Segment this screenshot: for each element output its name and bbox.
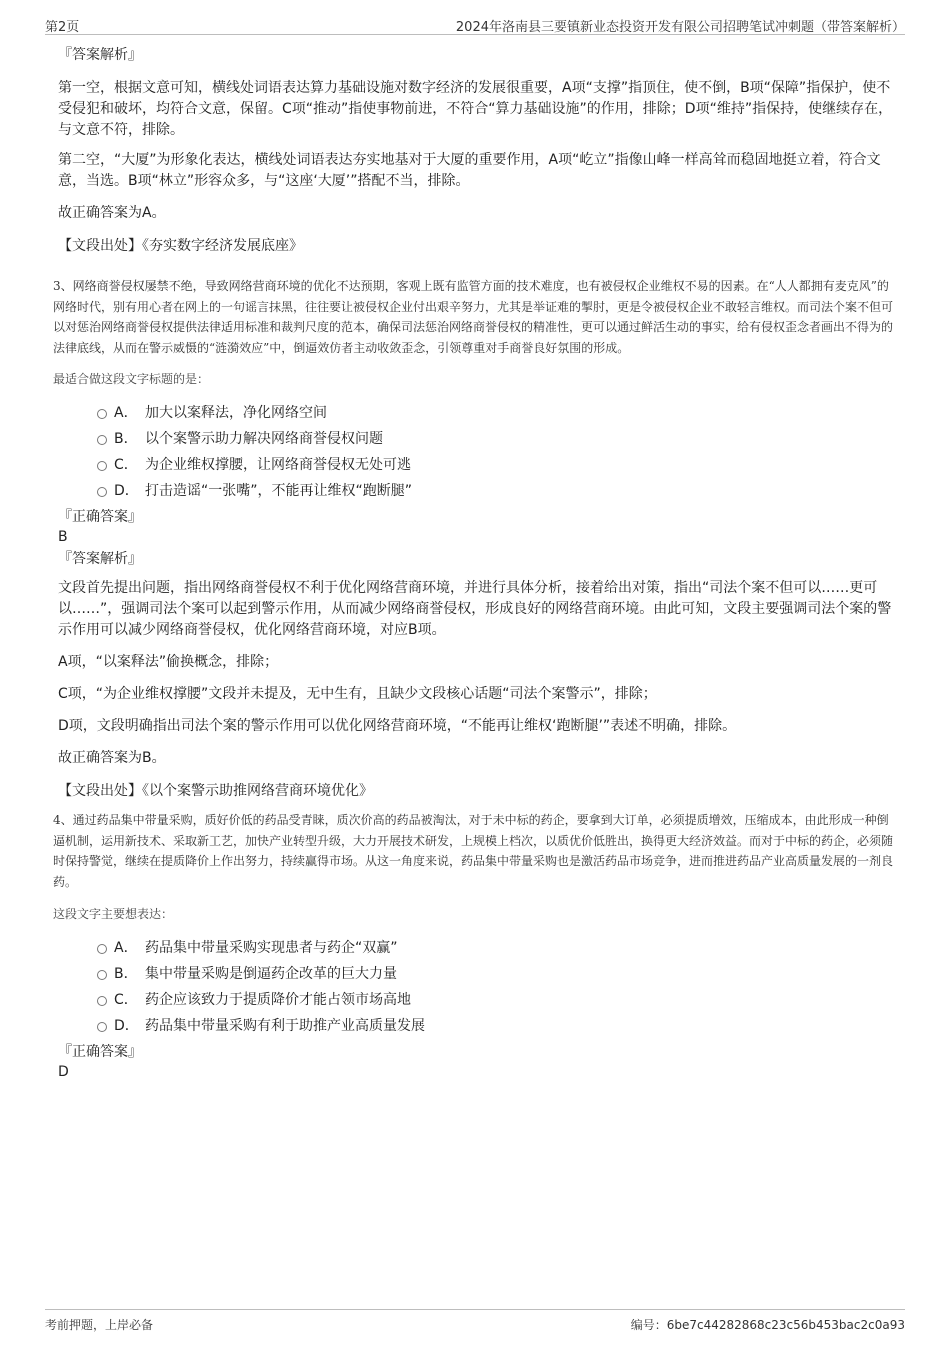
analysis-label: 『答案解析』: [58, 47, 142, 63]
correct-answer-label: 『正确答案』: [58, 509, 142, 525]
radio-button[interactable]: [97, 435, 107, 445]
radio-button[interactable]: [97, 487, 107, 497]
option-c[interactable]: C． 为企业维权撑腰，让网络商誉侵权无处可逃: [55, 452, 900, 478]
question-3-prompt: 最适合做这段文字标题的是：: [53, 372, 210, 386]
radio-button[interactable]: [97, 461, 107, 471]
correct-answer-value: D: [58, 1064, 69, 1080]
analysis-paragraph: 第二空，“大厦”为形象化表达，横线处词语表达夯实地基对于大厦的重要作用，A项“屹立”指像山峰一样高耸而稳固地挺立着，符合文意，当选。B项“林立”形容众多，与“这座‘大厦’”搭配不当，排除。: [58, 152, 881, 189]
document-code-value: 6be7c44282868c23c56b453bac2c0a93: [666, 1318, 905, 1332]
analysis-paragraph: A项，“以案释法”偷换概念，排除；: [58, 654, 279, 670]
question-4-options: [55, 935, 900, 1039]
radio-button[interactable]: [97, 409, 107, 419]
analysis-paragraph: 文段首先提出问题，指出网络商誉侵权不利于优化网络营商环境，并进行具体分析，接着给出对策，指出“司法个案不但可以……更可以……”，强调司法个案可以起到警示作用，从而减少网络商誉侵权，形成良好的网络营商环境。由此可知，文段主要强调司法个案的警示作用可以减少网络商誉侵权，优化网络营商环境，对应B项。: [58, 580, 892, 638]
conclusion-text: 故正确答案为B。: [58, 750, 166, 766]
question-4-text: 4、通过药品集中带量采购，质好价低的药品受青睐，质次价高的药品被淘汰，对于未中标的药企，要拿到大订单，必须提质增效，压缩成本，由此形成一种倒逼机制，运用新技术、采取新工艺，加快产业转型升级，大力开展技术研发，上规模上档次，以质优价低胜出，换得更大经济效益。而对于中标的药企，必须随时保持警觉，继续在提质降价上作出努力，持续赢得市场。从这一角度来说，药品集中带量采购也是激活药品市场竞争，进而推进药品产业高质量发展的一剂良药。: [53, 813, 894, 889]
page-header: [45, 14, 905, 35]
radio-button[interactable]: [97, 996, 107, 1006]
question-3-text: 3、网络商誉侵权屡禁不绝，导致网络营商环境的优化不达预期，客观上既有监管方面的技术难度，也有被侵权企业维权不易的因素。在“人人都拥有麦克风”的网络时代，别有用心者在网上的一句谣言抹黑，往往要让被侵权企业付出艰辛努力，尤其是举证难的掣肘，更是令被侵权企业不敢轻言维权。而司法个案不但可以对惩治网络商誉侵权提供法律适用标准和裁判尺度的范本，确保司法惩治网络商誉侵权的精准性，更可以通过鲜活生动的事实，给有侵权歪念者画出不得为的法律底线，从而在警示威慑的“涟漪效应”中，倒逼效仿者主动收敛歪念，引领尊重对手商誉良好氛围的形成。: [53, 279, 894, 355]
page-content: [55, 44, 900, 1083]
source-citation: 【文段出处】《夯实数字经济发展底座》: [58, 238, 303, 254]
option-a[interactable]: A． 加大以案释法，净化网络空间: [55, 400, 900, 426]
radio-button[interactable]: [97, 1022, 107, 1032]
analysis-label: 『答案解析』: [58, 551, 142, 567]
document-code-label: 编号：: [630, 1318, 667, 1332]
option-b[interactable]: B． 集中带量采购是倒逼药企改革的巨大力量: [55, 961, 900, 987]
footer-slogan: 考前押题，上岸必备: [45, 1318, 154, 1332]
option-a[interactable]: A． 药品集中带量采购实现患者与药企“双赢”: [55, 935, 900, 961]
correct-answer-label: 『正确答案』: [58, 1044, 142, 1060]
radio-button[interactable]: [97, 944, 107, 954]
option-c[interactable]: C． 药企应该致力于提质降价才能占领市场高地: [55, 987, 900, 1013]
source-citation: 【文段出处】《以个案警示助推网络营商环境优化》: [58, 783, 373, 799]
question-4-prompt: 这段文字主要想表达：: [53, 907, 174, 921]
page-footer: [45, 1309, 905, 1336]
option-b[interactable]: B． 以个案警示助力解决网络商誉侵权问题: [55, 426, 900, 452]
question-3-options: [55, 400, 900, 504]
conclusion-text: 故正确答案为A。: [58, 205, 166, 221]
option-d[interactable]: D． 打击造谣“一张嘴”，不能再让维权“跑断腿”: [55, 478, 900, 504]
radio-button[interactable]: [97, 970, 107, 980]
document-code: [631, 1316, 905, 1333]
page-number: 第2页: [45, 20, 80, 35]
option-d[interactable]: D． 药品集中带量采购有利于助推产业高质量发展: [55, 1013, 900, 1039]
analysis-paragraph: D项，文段明确指出司法个案的警示作用可以优化网络营商环境，“不能再让维权‘跑断腿’”表述不明确，排除。: [58, 718, 737, 734]
correct-answer-value: B: [58, 529, 68, 545]
analysis-paragraph: C项，“为企业维权撑腰”文段并未提及，无中生有，且缺少文段核心话题“司法个案警示”，排除；: [58, 686, 657, 702]
document-title: 2024年洛南县三要镇新业态投资开发有限公司招聘笔试冲刺题（带答案解析）: [455, 20, 905, 35]
analysis-paragraph: 第一空，根据文意可知，横线处词语表达算力基础设施对数字经济的发展很重要，A项“支撑”指顶住，使不倒，B项“保障”指保护，使不受侵犯和破坏，均符合文意，保留。C项“推动”指使事物前进，不符合“算力基础设施”的作用，排除；D项“维持”指保持，使继续存在，与文意不符，排除。: [58, 80, 893, 138]
